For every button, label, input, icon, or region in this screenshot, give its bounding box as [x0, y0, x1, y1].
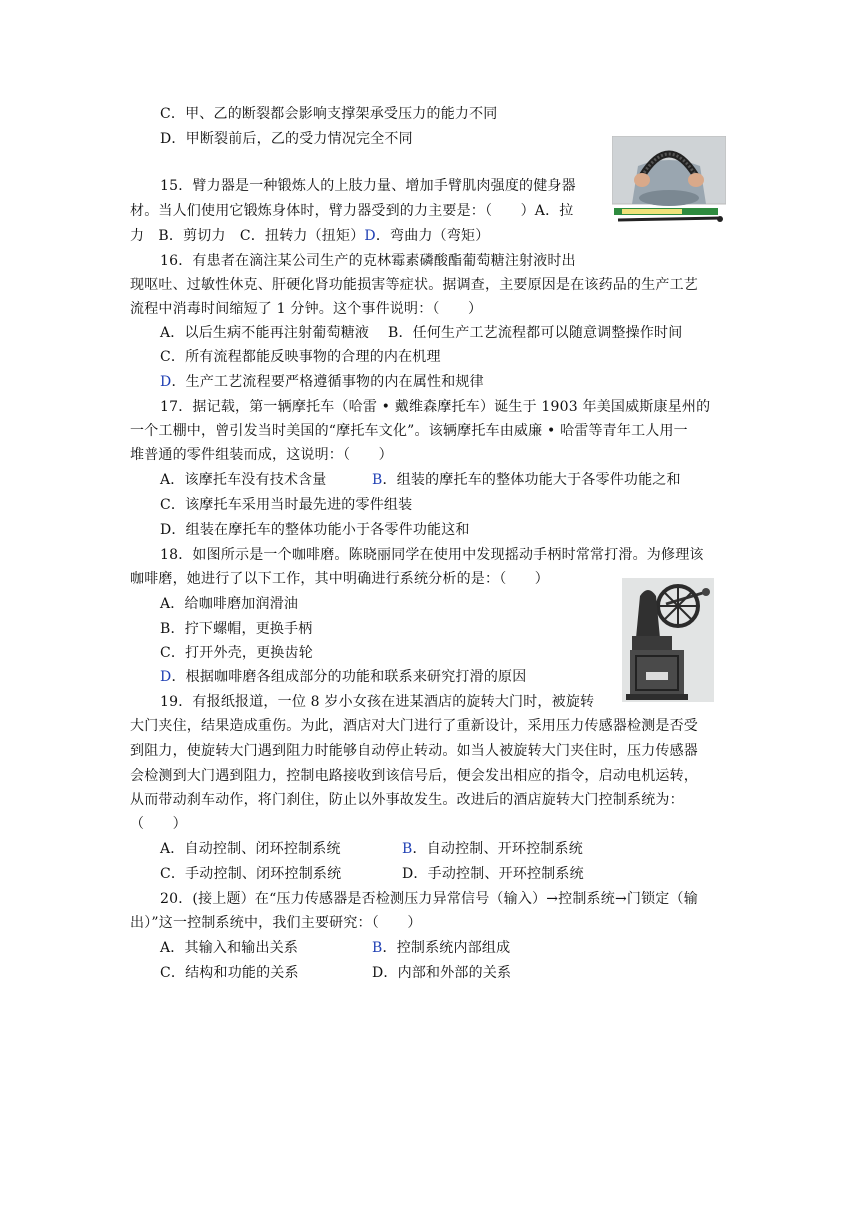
q19-stem-line4: 会检测到大门遇到阻力，控制电路接收到该信号后，便会发出相应的指令，启动电机运转， — [130, 768, 698, 784]
q15-options-line — [130, 226, 489, 246]
q20-option-d: D．内部和外部的关系 — [372, 965, 512, 981]
q15-options-abc: 力 B．剪切力 C．扭转力（扭矩） — [130, 228, 365, 244]
q16-option-c: C．所有流程都能反映事物的合理的内在机理 — [160, 349, 441, 365]
q19-option-c: C．手动控制、闭环控制系统 — [160, 866, 342, 882]
q18-option-d — [160, 667, 526, 687]
q20-option-b — [372, 938, 510, 958]
q19-option-b-text: ．自动控制、开环控制系统 — [412, 841, 583, 857]
q16-option-d — [160, 372, 484, 392]
q19-stem-line1: 19．有报纸报道，一位 8 岁小女孩在进某酒店的旋转大门时，被旋转 — [160, 694, 595, 710]
coffee-grinder-photo — [622, 578, 714, 702]
q14-option-c: C．甲、乙的断裂都会影响支撑架承受压力的能力不同 — [160, 106, 498, 122]
q19-option-d: D．手动控制、开环控制系统 — [402, 866, 584, 882]
q18-option-a: A．给咖啡磨加润滑油 — [160, 596, 299, 612]
q16-option-ab: A．以后生病不能再注射葡萄糖液 B．任何生产工艺流程都可以随意调整操作时间 — [160, 325, 683, 341]
q16-stem-line2: 现呕吐、过敏性休克、肝硬化肾功能损害等症状。据调查，主要原因是在该药品的生产工艺 — [130, 277, 698, 293]
q19-stem-line2: 大门夹住，结果造成重伤。为此，酒店对大门进行了重新设计，采用压力传感器检测是否受 — [130, 718, 698, 734]
q17-option-b-letter: B — [372, 472, 383, 488]
q17-option-b — [372, 470, 681, 490]
q17-stem-line2: 一个工棚中，曾引发当时美国的“摩托车文化”。该辆摩托车由威廉 • 哈雷等青年工人用一 — [130, 423, 688, 439]
q17-option-b-text: ．组装的摩托车的整体功能大于各零件功能之和 — [382, 472, 681, 488]
q16-option-d-letter: D — [160, 374, 172, 390]
q19-option-b-letter: B — [402, 841, 413, 857]
q20-option-c: C．结构和功能的关系 — [160, 965, 299, 981]
q15-option-d-text: ．弯曲力（弯矩） — [375, 228, 490, 244]
q20-option-b-text: ．控制系统内部组成 — [382, 940, 511, 956]
q18-option-d-letter: D — [160, 669, 172, 685]
q18-stem-line2: 咖啡磨，她进行了以下工作，其中明确进行系统分析的是：（ ） — [130, 571, 549, 587]
q15-stem-line1: 15．臂力器是一种锻炼人的上肢力量、增加手臂肌肉强度的健身器 — [160, 178, 576, 194]
q17-stem-line1: 17．据记载，第一辆摩托车（哈雷 • 戴维森摩托车）诞生于 1903 年美国威斯康星州的 — [160, 399, 711, 415]
arm-exerciser-photo — [612, 136, 726, 226]
q19-answer-blank: （ ） — [130, 816, 187, 832]
q20-stem-line2: 出）”这一控制系统中，我们主要研究：（ ） — [130, 915, 422, 931]
q18-option-d-text: ．根据咖啡磨各组成部分的功能和联系来研究打滑的原因 — [171, 669, 527, 685]
q18-option-c: C．打开外壳，更换齿轮 — [160, 645, 313, 661]
q16-option-d-text: ．生产工艺流程要严格遵循事物的内在属性和规律 — [171, 374, 484, 390]
q19-option-b — [402, 839, 583, 859]
q19-option-a: A．自动控制、闭环控制系统 — [160, 841, 341, 857]
q20-option-b-letter: B — [372, 940, 383, 956]
q18-option-b: B．拧下螺帽，更换手柄 — [160, 621, 313, 637]
q17-option-a: A．该摩托车没有技术含量 — [160, 472, 327, 488]
q16-stem-line1: 16．有患者在滴注某公司生产的克林霉素磷酸酯葡萄糖注射液时出 — [160, 253, 576, 269]
q17-stem-line3: 堆普通的零件组装而成，这说明：（ ） — [130, 447, 393, 463]
q15-stem-line2: 材。当人们使用它锻炼身体时，臂力器受到的力主要是：（ ）A．拉 — [130, 203, 574, 219]
q17-option-c: C．该摩托车采用当时最先进的零件组装 — [160, 497, 413, 513]
q16-stem-line3: 流程中消毒时间缩短了 1 分钟。这个事件说明：（ ） — [130, 301, 483, 317]
q19-stem-line3: 到阻力，使旋转大门遇到阻力时能够自动停止转动。如当人被旋转大门夹住时，压力传感器 — [130, 743, 698, 759]
q18-stem-line1: 18．如图所示是一个咖啡磨。陈晓丽同学在使用中发现摇动手柄时常常打滑。为修理该 — [160, 547, 704, 563]
q14-option-d: D．甲断裂前后，乙的受力情况完全不同 — [160, 131, 413, 147]
q15-option-d-letter: D — [364, 228, 376, 244]
q19-stem-line5: 从而带动刹车动作，将门刹住，防止以外事故发生。改进后的酒店旋转大门控制系统为： — [130, 792, 684, 808]
q20-stem-line1: 20．(接上题）在“压力传感器是否检测压力异常信号（输入）→控制系统→门锁定（输 — [160, 891, 698, 907]
q20-option-a: A．其输入和输出关系 — [160, 940, 299, 956]
q17-option-d: D．组装在摩托车的整体功能小于各零件功能这和 — [160, 522, 470, 538]
